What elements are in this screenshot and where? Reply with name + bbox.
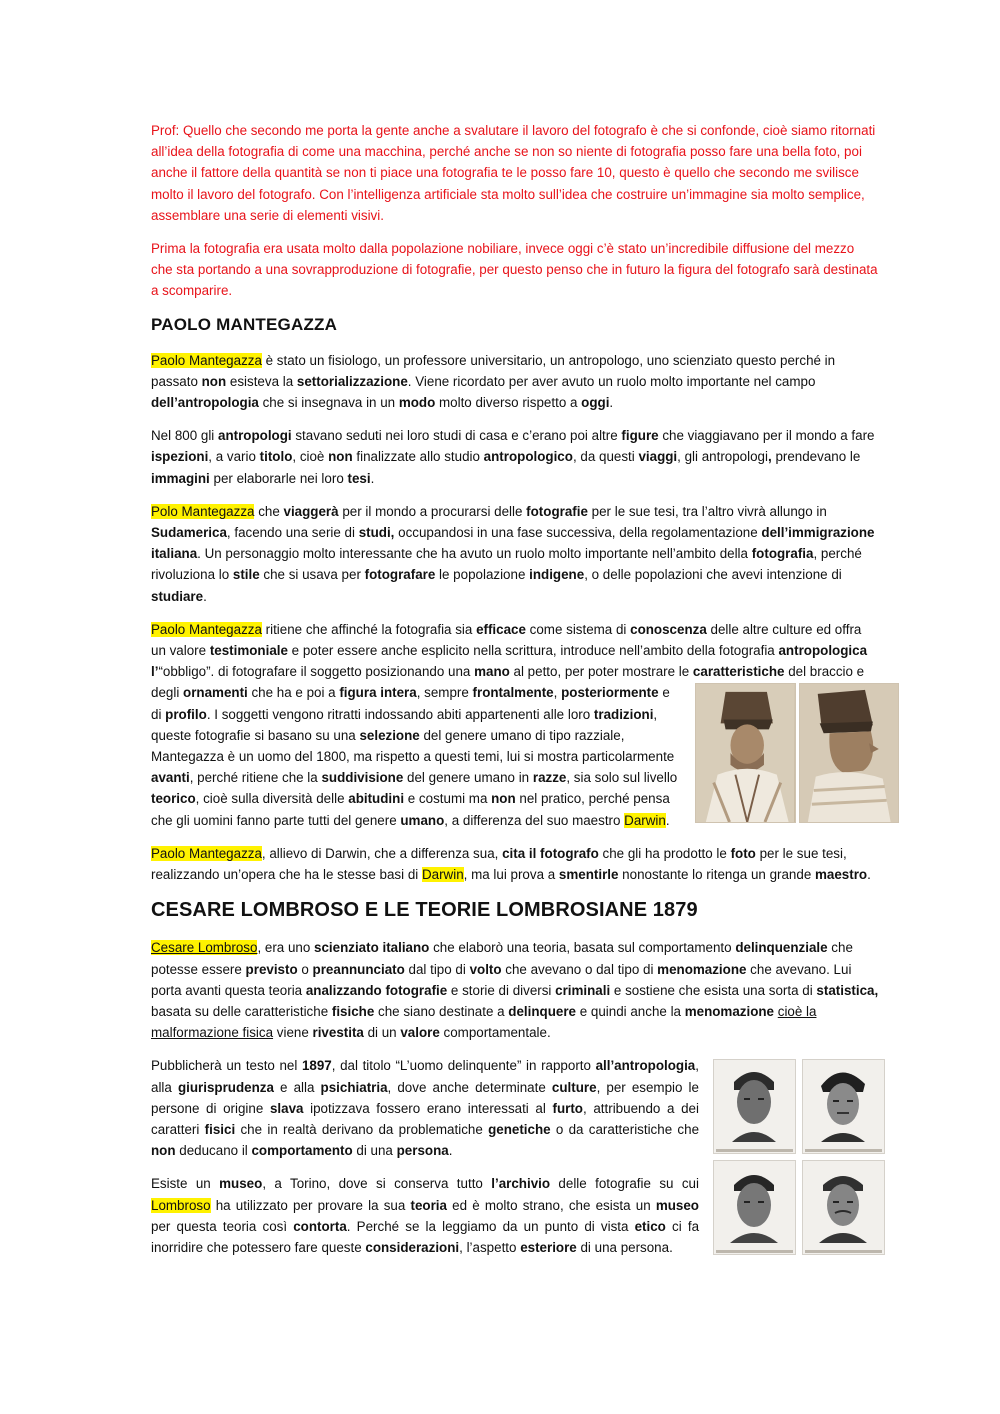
mugshot-2-drawing <box>815 1064 871 1142</box>
mantegazza-paragraph-3: Polo Mantegazza che viaggerà per il mondo a procurarsi delle fotografie per le sue tesi, tra l’altro vivrà allungo in Sudamerica, facendo una serie di studi, occupandosi in una fase successiva, della regolamentazione dell’immigrazione italiana. Un personaggio molto interessante che ha avuto un ruolo molto importante nell’ambito della fotografia, perché rivoluziona lo stile che si usava per fotografare le popolazione indigene, o delle popolazioni che avevi intenzione di studiare. <box>151 503 875 604</box>
intro-paragraph-1: Prof: Quello che secondo me porta la gente anche a svalutare il lavoro del fotografo è che si confonde, cioè siamo ritornati all’idea della fotografia di come una macchina, perché anche se non so niente di fotografia posso fare una bella foto, poi anche il fattore della quantità se non ti piace una fotografia te le posso fare 10, questo è quello che secondo me svilisce molto il lavoro del fotografo. Con l’intelligenza artificiale sta molto sull’idea che costruire un’immagine sia molto semplice, assemblare una serie di elementi visivi. <box>151 123 876 223</box>
mugshot-1-drawing <box>726 1064 782 1142</box>
portrait-photographs <box>695 683 899 823</box>
mantegazza-paragraph-5: Paolo Mantegazza, allievo di Darwin, che a differenza sua, cita il fotografo che gli ha prodotto le foto per le sue tesi, realizzando un’opera che ha le stesse basi di Darwin, ma lui prova a smentirle nonostante lo ritenga un grande maestro. <box>151 845 871 883</box>
mantegazza-paragraph-4: Paolo Mantegazza ritiene che affinché la fotografia sia efficace come sistema di conoscenza delle altre culture ed offra un valore testimoniale e poter essere anche esplicito nella scrittura, introduce nell’ambito della fotografia antropologica l’“obbligo”. di fotografare il soggetto posizionando una mano al petto, per poter mostrare le caratteristiche del braccio e degli ornamenti che ha e poi a figura intera, sempre frontalmente, posteriormente e di profilo. I soggetti vengono ritratti indossando abiti appartenenti alle loro tradizioni, queste fotografie si basano su una selezione del genere umano di tipo razziale, Mantegazza è un uomo del 1800, ma rispetto a questi temi, lui si mostra particolarmente avanti, perché ritiene che la suddivisione del genere umano in razze, sia solo sul livello teorico, cioè sulla diversità delle abitudini e costumi ma non nel pratico, perché pensa che gli uomini fanno parte tutti del genere umano, a differenza del suo maestro Darwin. <box>151 619 879 831</box>
mugshot-4-caption <box>805 1250 882 1253</box>
document-body <box>151 120 879 1270</box>
mugshot-4-drawing <box>815 1165 871 1243</box>
front-portrait-drawing <box>696 684 795 822</box>
mugshot-1-caption <box>716 1149 793 1152</box>
mugshot-3-caption <box>716 1250 793 1253</box>
mantegazza-paragraph-1: Paolo Mantegazza è stato un fisiologo, un professore universitario, un antropologo, uno scienziato questo perché in passato non esisteva la settorializzazione. Viene ricordato per aver avuto un ruolo molto importante nel campo dell’antropologia che si insegnava in un modo molto diverso rispetto a oggi. <box>151 352 836 411</box>
lombroso-paragraph-3: Esiste un museo, a Torino, dove si conserva tutto l’archivio delle fotografie su cui Lombroso ha utilizzato per provare la sua teoria ed è molto strano, che esista un museo per questa teoria così contorta. Perché se la leggiamo da un punto di vista etico ci fa inorridire che potessero fare queste considerazioni, l’aspetto esteriore di una persona. <box>151 1176 700 1255</box>
profile-portrait-photo <box>799 683 900 823</box>
heading-paolo-mantegazza: PAOLO MANTEGAZZA <box>151 314 338 334</box>
mugshot-3 <box>713 1160 796 1255</box>
lombroso-paragraph-1: Cesare Lombroso, era uno scienziato italiano che elaborò una teoria, basata sul comportamento delinquenziale che potesse essere previsto o preannunciato dal tipo di volto che avevano o dal tipo di menomazione che avevano. Lui porta avanti questa teoria analizzando fotografie e storie di diversi criminali e sostiene che esista una sorta di statistica, basata su delle caratteristiche fisiche che siano destinate a delinquere e quindi anche la menomazione cioè la malformazione fisica viene rivestita di un valore comportamentale. <box>151 940 879 1041</box>
profile-portrait-drawing <box>800 684 899 822</box>
mugshot-2-caption <box>805 1149 882 1152</box>
mantegazza-paragraph-2: Nel 800 gli antropologi stavano seduti nei loro studi di casa e c’erano poi altre figure che viaggiavano per il mondo a fare ispezioni, a vario titolo, cioè non finalizzate allo studio antropologico, da questi viaggi, gli antropologi, prendevano le immagini per elaborarle nei loro tesi. <box>151 428 875 486</box>
intro-paragraph-2: Prima la fotografia era usata molto dalla popolazione nobiliare, invece oggi c’è stato un’incredibile diffusione del mezzo che sta portando a una sovrapproduzione di fotografie, per questo penso che in futuro la figura del fotografo sarà destinata a scomparire. <box>151 241 878 299</box>
mugshot-2 <box>802 1059 885 1154</box>
heading-cesare-lombroso: CESARE LOMBROSO E LE TEORIE LOMBROSIANE 1879 <box>151 899 698 922</box>
front-portrait-photo <box>695 683 796 823</box>
mugshot-1 <box>713 1059 796 1154</box>
mugshot-4 <box>802 1160 885 1255</box>
mugshot-photographs <box>713 1059 885 1255</box>
lombroso-paragraph-2: Pubblicherà un testo nel 1897, dal titolo “L’uomo delinquente” in rapporto all’antropologia, alla giurisprudenza e alla psichiatria, dove anche determinate culture, per esempio le persone di origine slava ipotizzava fossero erano interessati al furto, attribuendo a dei caratteri fisici che in realtà derivano da problematiche genetiche o da caratteristiche che non deducano il comportamento di una persona. <box>151 1058 700 1159</box>
mugshot-3-drawing <box>726 1165 782 1243</box>
